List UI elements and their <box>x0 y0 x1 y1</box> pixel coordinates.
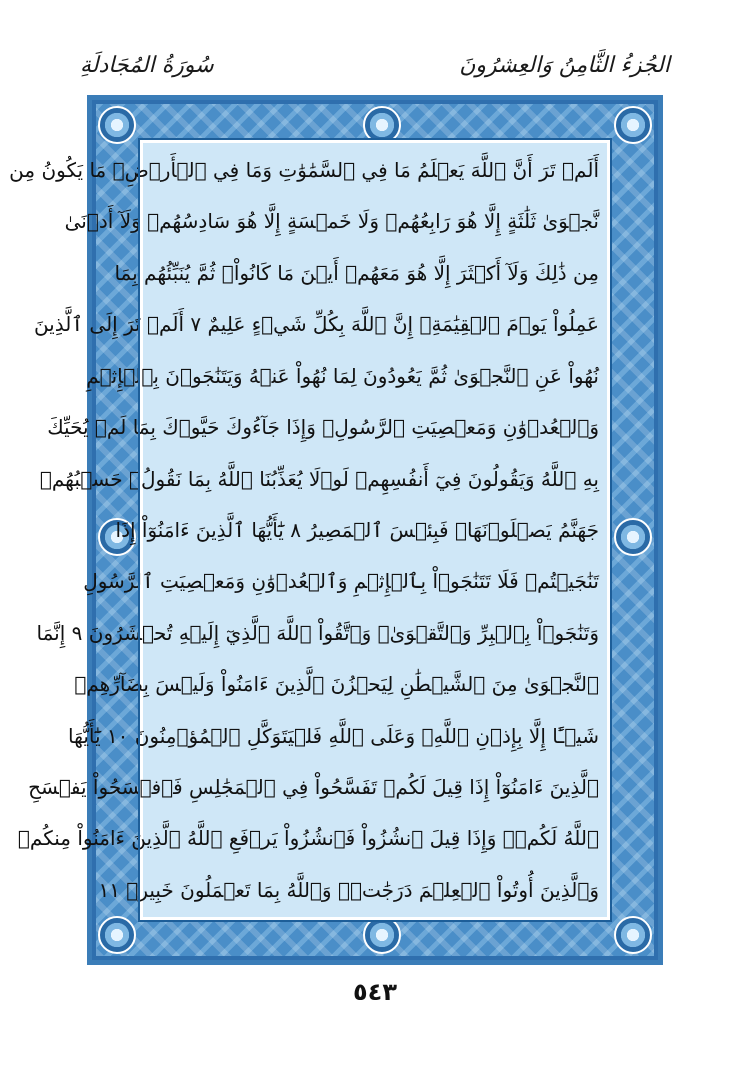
verse-line-text: وَٱلۡعُدۡوَٰنِ وَمَعۡصِيَتِ ٱلرَّسُولِۖ وَإِذَا جَآءُوكَ حَيَّوۡكَ بِمَا لَمۡ يُحَيِّكَ <box>47 415 599 440</box>
corner-ornament-icon <box>98 106 136 144</box>
verse-line <box>74 667 599 701</box>
verse-line <box>9 153 599 187</box>
corner-ornament-icon <box>614 916 652 954</box>
verse-line-text: مِن ذَٰلِكَ وَلَآ أَكۡثَرَ إِلَّا هُوَ مَعَهُمۡ أَيۡنَ مَا كَانُواْۖ ثُمَّ يُنَبِّئُهُم بِمَا <box>114 260 599 285</box>
verse-line-text: ٱللَّهُ لَكُمۡۖ وَإِذَا قِيلَ ٱنشُزُواْ فَٱنشُزُواْ يَرۡفَعِ ٱللَّهُ ٱلَّذِينَ ءَامَنُواْ مِنكُمۡ <box>17 826 599 851</box>
verse-line <box>17 821 599 855</box>
side-ornament-icon <box>363 106 401 144</box>
verse-line-text: ٱلَّذِينَ ءَامَنُوٓاْ إِذَا قِيلَ لَكُمۡ تَفَسَّحُواْ فِي ٱلۡمَجَٰلِسِ فَٱفۡسَحُواْ يَفۡسَحِ <box>28 775 599 800</box>
verse-line <box>36 616 599 650</box>
verse-text-panel <box>9 140 610 920</box>
verse-line <box>64 204 599 238</box>
verse-line-text: نُهُواْ عَنِ ٱلنَّجۡوَىٰ ثُمَّ يَعُودُونَ لِمَا نُهُواْ عَنۡهُ وَيَتَنَٰجَوۡنَ بِٱلۡإِثۡمِ <box>86 363 599 388</box>
verse-line-text: نَّجۡوَىٰ ثَلَٰثَةٍ إِلَّا هُوَ رَابِعُهُمۡ وَلَا خَمۡسَةٍ إِلَّا هُوَ سَادِسُهُمۡ وَلَآ أَدۡنَىٰ <box>64 209 599 234</box>
verse-line-text: عَمِلُواْ يَوۡمَ ٱلۡقِيَٰمَةِۚ إِنَّ ٱللَّهَ بِكُلِّ شَيۡءٍ عَلِيمٌ ٧ أَلَمۡ تَرَ إِلَى ٱلَّذِينَ <box>33 312 599 337</box>
verse-line-text: وَتَنَٰجَوۡاْ بِٱلۡبِرِّ وَٱلتَّقۡوَىٰۖ وَٱتَّقُواْ ٱللَّهَ ٱلَّذِيٓ إِلَيۡهِ تُحۡشَرُونَ ٩ إِنَّمَا <box>36 620 599 645</box>
verse-line-text: تَنَٰجَيۡتُمۡ فَلَا تَتَنَٰجَوۡاْ بِٱلۡإِثۡمِ وَٱلۡعُدۡوَٰنِ وَمَعۡصِيَتِ ٱلرَّسُولِ <box>83 569 599 594</box>
page-header <box>80 40 670 90</box>
verse-line <box>39 462 599 496</box>
verse-line <box>47 410 599 444</box>
corner-ornament-icon <box>98 916 136 954</box>
verse-line <box>86 359 599 393</box>
corner-ornament-icon <box>614 106 652 144</box>
verse-line <box>98 873 599 907</box>
side-ornament-icon <box>363 916 401 954</box>
verse-line <box>33 307 599 341</box>
side-ornament-icon <box>614 518 652 556</box>
verse-line-text: ٱلنَّجۡوَىٰ مِنَ ٱلشَّيۡطَٰنِ لِيَحۡزُنَ ٱلَّذِينَ ءَامَنُواْ وَلَيۡسَ بِضَآرِّهِمۡ <box>74 672 599 697</box>
verse-line <box>68 719 599 753</box>
verse-line-text: بِهِ ٱللَّهُ وَيَقُولُونَ فِيٓ أَنفُسِهِمۡ لَوۡلَا يُعَذِّبُنَا ٱللَّهُ بِمَا نَقُولُۚ حَسۡبُهُمۡ <box>39 466 599 491</box>
verse-line-text: أَلَمۡ تَرَ أَنَّ ٱللَّهَ يَعۡلَمُ مَا فِي ٱلسَّمَٰوَٰتِ وَمَا فِي ٱلۡأَرۡضِۖ مَا يَكُونُ مِن <box>9 158 599 182</box>
verse-line <box>114 256 599 290</box>
verse-line-text: شَيۡـًٔا إِلَّا بِإِذۡنِ ٱللَّهِۚ وَعَلَى ٱللَّهِ فَلۡيَتَوَكَّلِ ٱلۡمُؤۡمِنُونَ ١٠ يَٰٓأَيُّهَا <box>68 723 599 748</box>
ornamental-frame <box>9 95 663 965</box>
verse-line <box>115 513 599 547</box>
page-number: ٥٤٣ <box>353 978 397 1006</box>
surah-title: سُورَةُ المُجَادلَةِ <box>80 52 214 78</box>
verse-line-text: جَهَنَّمُ يَصۡلَوۡنَهَاۖ فَبِئۡسَ ٱلۡمَصِيرُ ٨ يَٰٓأَيُّهَا ٱلَّذِينَ ءَامَنُوٓاْ إِذَا <box>115 517 599 542</box>
verse-line <box>83 564 599 598</box>
verse-line <box>28 770 599 804</box>
verse-line-text: وَٱلَّذِينَ أُوتُواْ ٱلۡعِلۡمَ دَرَجَٰتٖۚ وَٱللَّهُ بِمَا تَعۡمَلُونَ خَبِيرٞ ١١ <box>98 877 599 902</box>
juz-title: الجُزءُ الثَّامِنُ وَالعِشرُونَ <box>459 52 670 78</box>
